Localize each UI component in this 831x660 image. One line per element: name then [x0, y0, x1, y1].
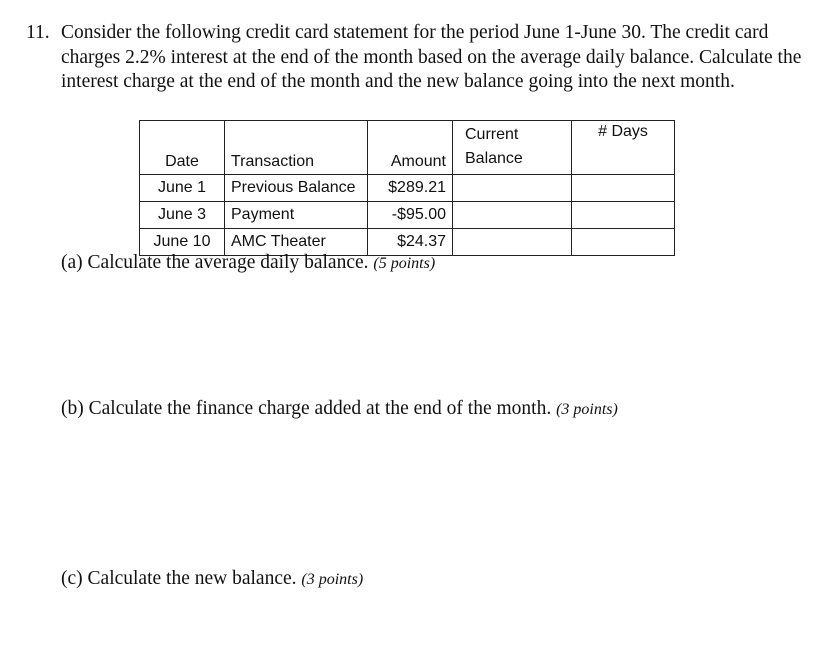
cell-days — [572, 229, 675, 256]
part-c-label: (c) — [61, 568, 83, 589]
cell-current-balance — [453, 175, 572, 202]
cell-transaction: Previous Balance — [225, 175, 368, 202]
cell-date: June 10 — [140, 229, 225, 256]
part-a — [61, 251, 435, 276]
cell-days — [572, 175, 675, 202]
cell-transaction: AMC Theater — [225, 229, 368, 256]
cell-current-balance — [453, 229, 572, 256]
cell-amount: $24.37 — [368, 229, 453, 256]
part-a-text: Calculate the average daily balance. — [87, 252, 369, 273]
header-days: # Days — [572, 121, 675, 175]
table-header-row — [140, 121, 675, 175]
part-c-text: Calculate the new balance. — [87, 568, 297, 589]
header-amount: Amount — [368, 121, 453, 175]
problem-number: 11. — [26, 22, 50, 43]
part-b-points: (3 points) — [556, 401, 618, 418]
header-current-balance-line1: Current — [465, 126, 519, 143]
part-b-text: Calculate the finance charge added at the end of the month. — [88, 398, 552, 419]
header-current-balance — [453, 121, 572, 175]
table-row — [140, 175, 675, 202]
header-date: Date — [140, 121, 225, 175]
part-a-points: (5 points) — [373, 255, 436, 272]
cell-days — [572, 202, 675, 229]
header-transaction: Transaction — [225, 121, 368, 175]
part-b-label: (b) — [61, 398, 84, 419]
cell-current-balance — [453, 202, 572, 229]
cell-amount: $289.21 — [368, 175, 453, 202]
cell-date: June 3 — [140, 202, 225, 229]
header-current-balance-line2: Balance — [465, 150, 523, 167]
problem-text: Consider the following credit card statement for the period June 1-June 30. The credit card charges 2.2% interest at the end of the month based on the average daily balance. Calculate the interest charge at the end of the month and the new balance going into the next month. — [61, 22, 802, 92]
cell-transaction: Payment — [225, 202, 368, 229]
part-a-label: (a) — [61, 252, 83, 273]
cell-date: June 1 — [140, 175, 225, 202]
cell-amount: -$95.00 — [368, 202, 453, 229]
problem-statement — [26, 21, 816, 95]
table-row — [140, 202, 675, 229]
part-b — [61, 397, 618, 422]
part-c-points: (3 points) — [301, 571, 364, 588]
credit-card-statement-table — [139, 120, 675, 256]
part-c — [61, 567, 363, 592]
